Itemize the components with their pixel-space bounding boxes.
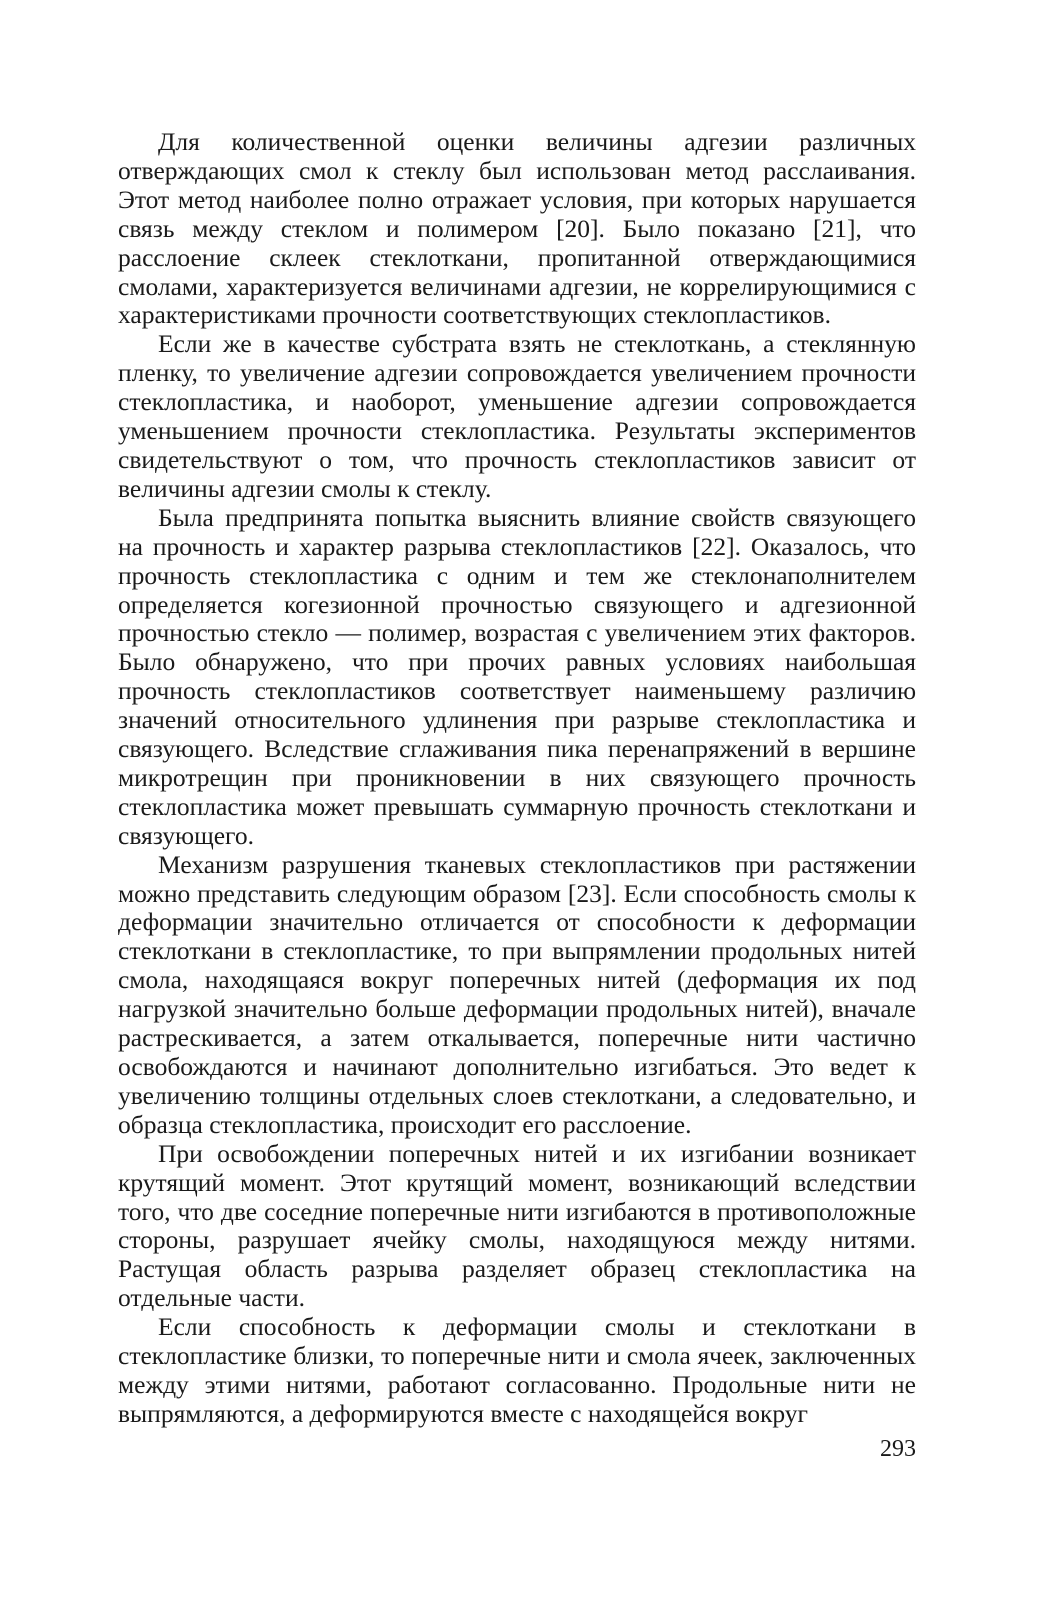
paragraph-3: Была предпринята попытка выяснить влияние свойств связующего на прочность и характер разрыва стеклопластиков [22]. Оказалось, что прочность стеклопластика с одним и тем же стеклонаполнителем определяется когезионной прочностью связующего и адгезионной прочностью стекло — полимер, возрастая с увеличением этих факторов. Было обнаружено, что при прочих равных условиях наибольшая прочность стеклопластиков соответствует наименьшему различию значений относительного удлинения при разрыве стеклопластика и связующего. Вследствие сглаживания пика перенапряжений в вершине микротрещин при проникновении в них связующего прочность стеклопластика может превышать суммарную прочность стеклоткани и связующего. bbox=[118, 502, 916, 850]
paragraph-6: Если способность к деформации смолы и стеклоткани в стеклопластике близки, то поперечные нити и смола ячеек, заключенных между этими нитями, работают согласованно. Продольные нити не выпрямляются, а деформируются вместе с находящейся вокруг bbox=[118, 1312, 916, 1428]
paragraph-2: Если же в качестве субстрата взять не стеклоткань, а стеклянную пленку, то увеличение адгезии сопровождается увеличением прочности стеклопластика, и наоборот, уменьшение адгезии сопровождается уменьшением прочности стеклопластика. Результаты экспериментов свидетельствуют о том, что прочность стеклопластиков зависит от величины адгезии смолы к стеклу. bbox=[118, 329, 916, 503]
body-text bbox=[118, 128, 916, 1429]
page-number: 293 bbox=[880, 1436, 916, 1462]
paragraph-5: При освобождении поперечных нитей и их изгибании возникает крутящий момент. Этот крутящий момент, возникающий вследствии того, что две соседние поперечные нити изгибаются в противоположные стороны, разрушает ячейку смолы, находящуюся между нитями. Растущая область разрыва разделяет образец стеклопластика на отдельные части. bbox=[118, 1138, 916, 1313]
paragraph-4: Механизм разрушения тканевых стеклопластиков при растяжении можно представить следующим образом [23]. Если способность смолы к деформации значительно отличается от способности к деформации стеклоткани в стеклопластике, то при выпрямлении продольных нитей смола, находящаяся вокруг поперечных нитей (деформация их под нагрузкой значительно больше деформации продольных нитей), вначале растрескивается, а затем откалывается, поперечные нити частично освобождаются и начинают дополнительно изгибаться. Это ведет к увеличению толщины отдельных слоев стеклоткани, а следовательно, и образца стеклопластика, происходит его расслоение. bbox=[118, 849, 916, 1139]
paragraph-1: Для количественной оценки величины адгезии различных отверждающих смол к стеклу был использован метод расслаивания. Этот метод наиболее полно отражает условия, при которых нарушается связь между стеклом и полимером [20]. Было показано [21], что расслоение склеек стеклоткани, пропитанной отверждающимися смолами, характеризуется величинами адгезии, не коррелирующимися с характеристиками прочности соответствующих стеклопластиков. bbox=[118, 127, 916, 330]
